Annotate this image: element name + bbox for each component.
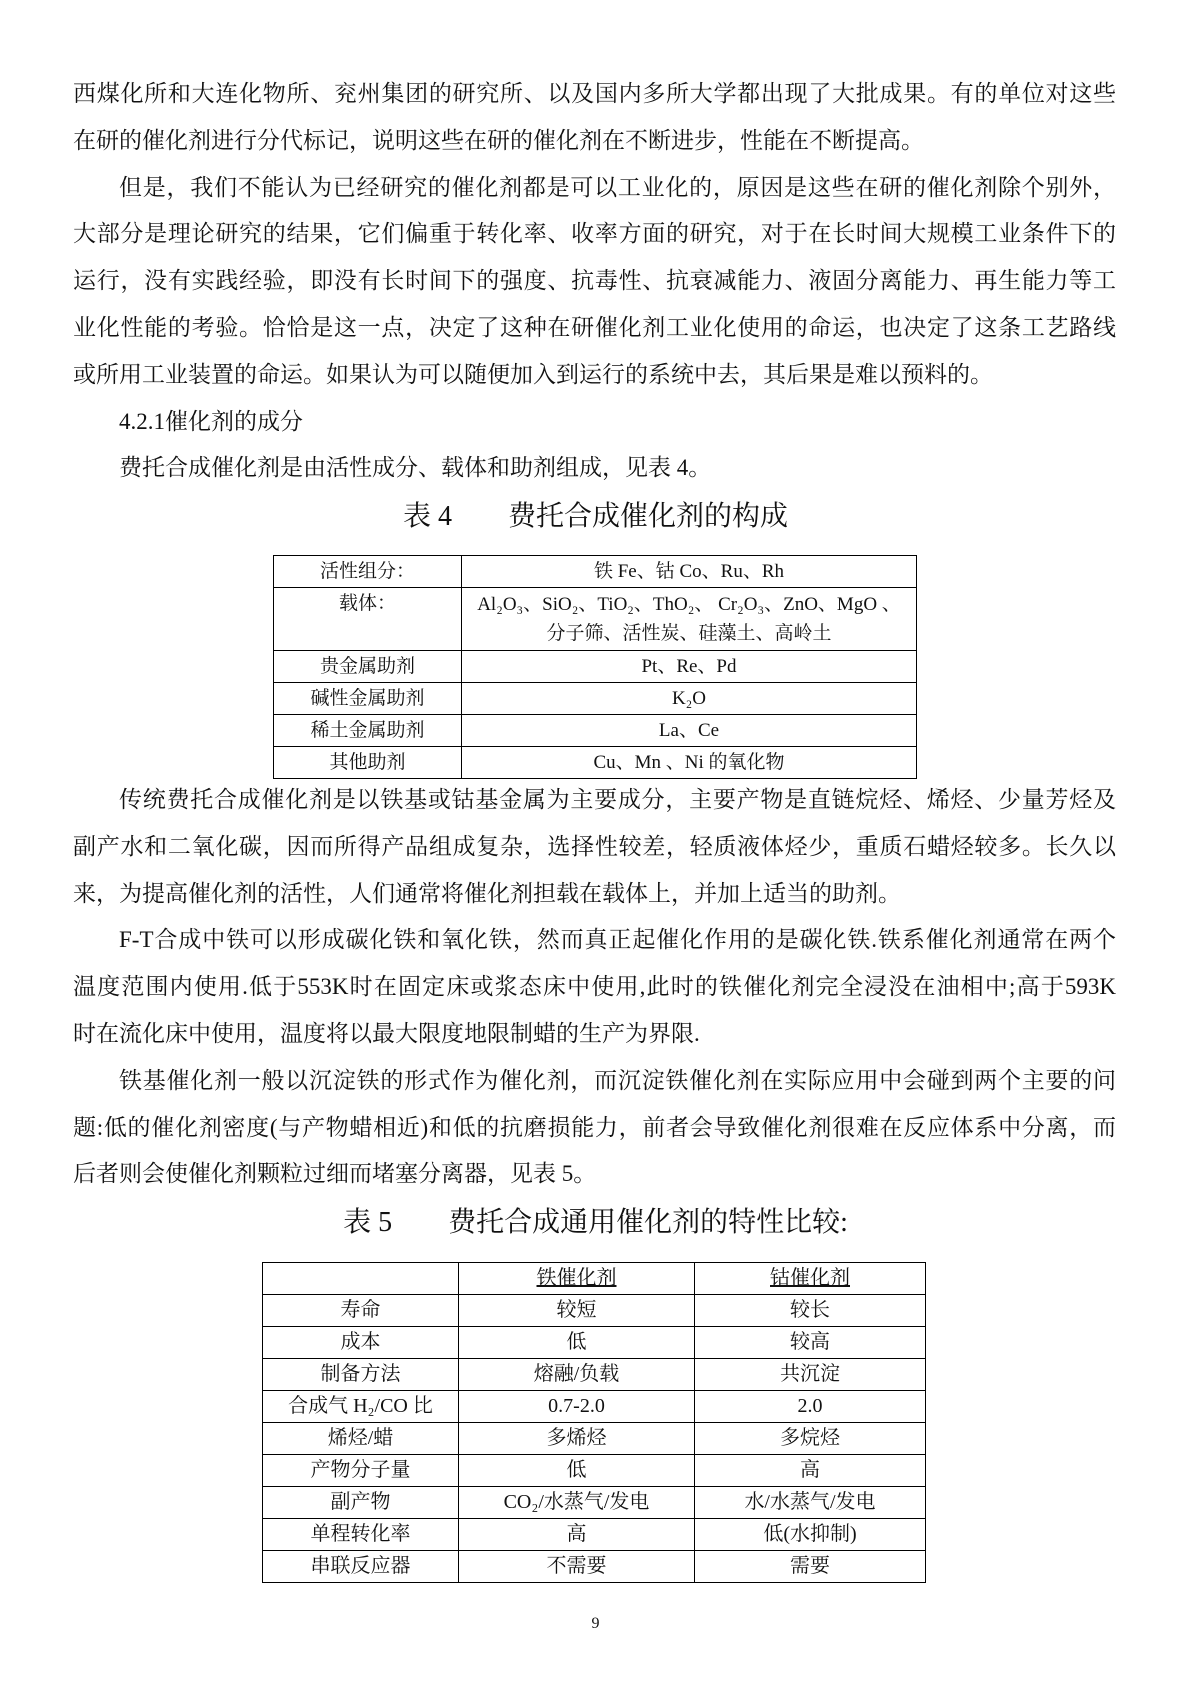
paragraph-line: 运行，没有实践经验，即没有长时间下的强度、抗毒性、抗衰减能力、液固分离能力、再生能力等工 bbox=[73, 268, 1116, 294]
component-cell: 其他助剂 bbox=[274, 747, 462, 779]
content-cell bbox=[462, 588, 917, 651]
paragraph-line: 来，为提高催化剂的活性，人们通常将催化剂担载在载体上，并加上适当的助剂。 bbox=[73, 880, 901, 906]
table-row bbox=[263, 1295, 926, 1327]
table-5-caption bbox=[0, 1203, 1191, 1243]
text-block-top bbox=[73, 71, 1116, 492]
iron-value-cell: 0.7-2.0 bbox=[459, 1391, 695, 1423]
property-cell: 单程转化率 bbox=[263, 1519, 459, 1551]
table-row bbox=[274, 588, 917, 651]
iron-value-cell: 高 bbox=[459, 1519, 695, 1551]
iron-value-cell: 低 bbox=[459, 1455, 695, 1487]
iron-value-cell: 较短 bbox=[459, 1295, 695, 1327]
section-heading: 4.2.1催化剂的成分 bbox=[119, 408, 303, 434]
table-row bbox=[263, 1359, 926, 1391]
table-4 bbox=[273, 555, 917, 779]
table-header-row bbox=[263, 1263, 926, 1295]
component-cell: 活性组分： bbox=[274, 556, 462, 588]
cobalt-value-cell: 共沉淀 bbox=[695, 1359, 926, 1391]
component-cell: 贵金属助剂 bbox=[274, 651, 462, 683]
iron-value-cell: 多烯烃 bbox=[459, 1423, 695, 1455]
cobalt-value-cell: 2.0 bbox=[695, 1391, 926, 1423]
paragraph-line: 时在流化床中使用，温度将以最大限度地限制蜡的生产为界限. bbox=[73, 1020, 700, 1046]
content-cell: Pt、Re、Pd bbox=[462, 651, 917, 683]
text-block-middle bbox=[73, 777, 1116, 1198]
table-row bbox=[274, 556, 917, 588]
iron-value-cell: 熔融/负载 bbox=[459, 1359, 695, 1391]
cobalt-value-cell: 水/水蒸气/发电 bbox=[695, 1487, 926, 1519]
component-cell: 碱性金属助剂 bbox=[274, 683, 462, 715]
table-row bbox=[263, 1423, 926, 1455]
property-cell: 副产物 bbox=[263, 1487, 459, 1519]
iron-value-cell: 低 bbox=[459, 1327, 695, 1359]
content-cell: K₂O bbox=[462, 683, 917, 715]
column-header-cobalt bbox=[695, 1263, 926, 1295]
paragraph-line: 题:低的催化剂密度(与产物蜡相近)和低的抗磨损能力，前者会导致催化剂很难在反应体系中分离，而 bbox=[73, 1114, 1116, 1140]
table-4-caption bbox=[0, 497, 1191, 537]
iron-value-cell: 不需要 bbox=[459, 1551, 695, 1583]
table-row bbox=[263, 1327, 926, 1359]
table-row bbox=[274, 715, 917, 747]
table-row bbox=[263, 1455, 926, 1487]
content-cell: La、Ce bbox=[462, 715, 917, 747]
property-cell: 制备方法 bbox=[263, 1359, 459, 1391]
table-row bbox=[263, 1391, 926, 1423]
paragraph-line: 或所用工业装置的命运。如果认为可以随便加入到运行的系统中去，其后果是难以预料的。 bbox=[73, 361, 993, 387]
cobalt-value-cell: 多烷烃 bbox=[695, 1423, 926, 1455]
property-cell: 合成气 H₂/CO 比 bbox=[263, 1391, 459, 1423]
component-cell: 载体： bbox=[274, 588, 462, 651]
column-header-iron bbox=[459, 1263, 695, 1295]
content-cell: Cu、Mn 、Ni 的氧化物 bbox=[462, 747, 917, 779]
paragraph-line: 后者则会使催化剂颗粒过细而堵塞分离器，见表 5。 bbox=[73, 1161, 597, 1187]
property-cell: 产物分子量 bbox=[263, 1455, 459, 1487]
table-row bbox=[274, 683, 917, 715]
content-line: 分子筛、活性炭、硅藻土、高岭土 bbox=[546, 623, 832, 644]
table-5 bbox=[262, 1262, 926, 1583]
property-cell: 寿命 bbox=[263, 1295, 459, 1327]
table-row bbox=[263, 1551, 926, 1583]
table-row bbox=[274, 651, 917, 683]
paragraph-line: 费托合成催化剂是由活性成分、载体和助剂组成，见表 4。 bbox=[119, 455, 712, 481]
column-header-label: 铁催化剂 bbox=[536, 1267, 617, 1289]
empty-header-cell bbox=[263, 1263, 459, 1295]
paragraph-line: 西煤化所和大连化物所、兖州集团的研究所、以及国内多所大学都出现了大批成果。有的单位对这些 bbox=[73, 81, 1116, 106]
paragraph-line: 大部分是理论研究的结果，它们偏重于转化率、收率方面的研究，对于在长时间大规模工业条件下的 bbox=[73, 221, 1116, 247]
iron-value-cell: CO₂/水蒸气/发电 bbox=[459, 1487, 695, 1519]
paragraph-line: 副产水和二氧化碳，因而所得产品组成复杂，选择性较差，轻质液体烃少，重质石蜡烃较多。长久以 bbox=[73, 833, 1116, 859]
paragraph-line: 温度范围内使用.低于553K时在固定床或浆态床中使用,此时的铁催化剂完全浸没在油相中;高于593K bbox=[73, 974, 1116, 1000]
paragraph-line: 传统费托合成催化剂是以铁基或钴基金属为主要成分，主要产物是直链烷烃、烯烃、少量芳烃及 bbox=[119, 787, 1116, 812]
paragraph-line: 铁基催化剂一般以沉淀铁的形式作为催化剂，而沉淀铁催化剂在实际应用中会碰到两个主要的问 bbox=[119, 1067, 1116, 1093]
table-row bbox=[263, 1487, 926, 1519]
cobalt-value-cell: 高 bbox=[695, 1455, 926, 1487]
property-cell: 成本 bbox=[263, 1327, 459, 1359]
cobalt-value-cell: 需要 bbox=[695, 1551, 926, 1583]
content-line: Al₂O₃、SiO₂、TiO₂、ThO₂、 Cr₂O₃、ZnO、MgO 、 bbox=[477, 594, 901, 615]
paragraph-line: F-T合成中铁可以形成碳化铁和氧化铁，然而真正起催化作用的是碳化铁.铁系催化剂通常在两个 bbox=[119, 927, 1116, 953]
paragraph-line: 业化性能的考验。恰恰是这一点，决定了这种在研催化剂工业化使用的命运，也决定了这条工艺路线 bbox=[73, 314, 1116, 340]
table-4-title: 费托合成催化剂的构成 bbox=[508, 501, 789, 532]
property-cell: 串联反应器 bbox=[263, 1551, 459, 1583]
table-5-number: 表 5 bbox=[343, 1207, 393, 1238]
property-cell: 烯烃/蜡 bbox=[263, 1423, 459, 1455]
table-5-title: 费托合成通用催化剂的特性比较: bbox=[448, 1207, 848, 1238]
cobalt-value-cell: 较长 bbox=[695, 1295, 926, 1327]
page-number: 9 bbox=[591, 1615, 600, 1632]
column-header-label: 钴催化剂 bbox=[770, 1267, 850, 1289]
paragraph-line: 在研的催化剂进行分代标记，说明这些在研的催化剂在不断进步，性能在不断提高。 bbox=[73, 127, 924, 153]
component-cell: 稀土金属助剂 bbox=[274, 715, 462, 747]
cobalt-value-cell: 低(水抑制) bbox=[695, 1519, 926, 1551]
cobalt-value-cell: 较高 bbox=[695, 1327, 926, 1359]
table-row bbox=[263, 1519, 926, 1551]
paragraph-line: 但是，我们不能认为已经研究的催化剂都是可以工业化的，原因是这些在研的催化剂除个别外， bbox=[119, 174, 1116, 200]
content-cell: 铁 Fe、钴 Co、Ru、Rh bbox=[462, 556, 917, 588]
table-4-number: 表 4 bbox=[402, 501, 452, 532]
table-row bbox=[274, 747, 917, 779]
